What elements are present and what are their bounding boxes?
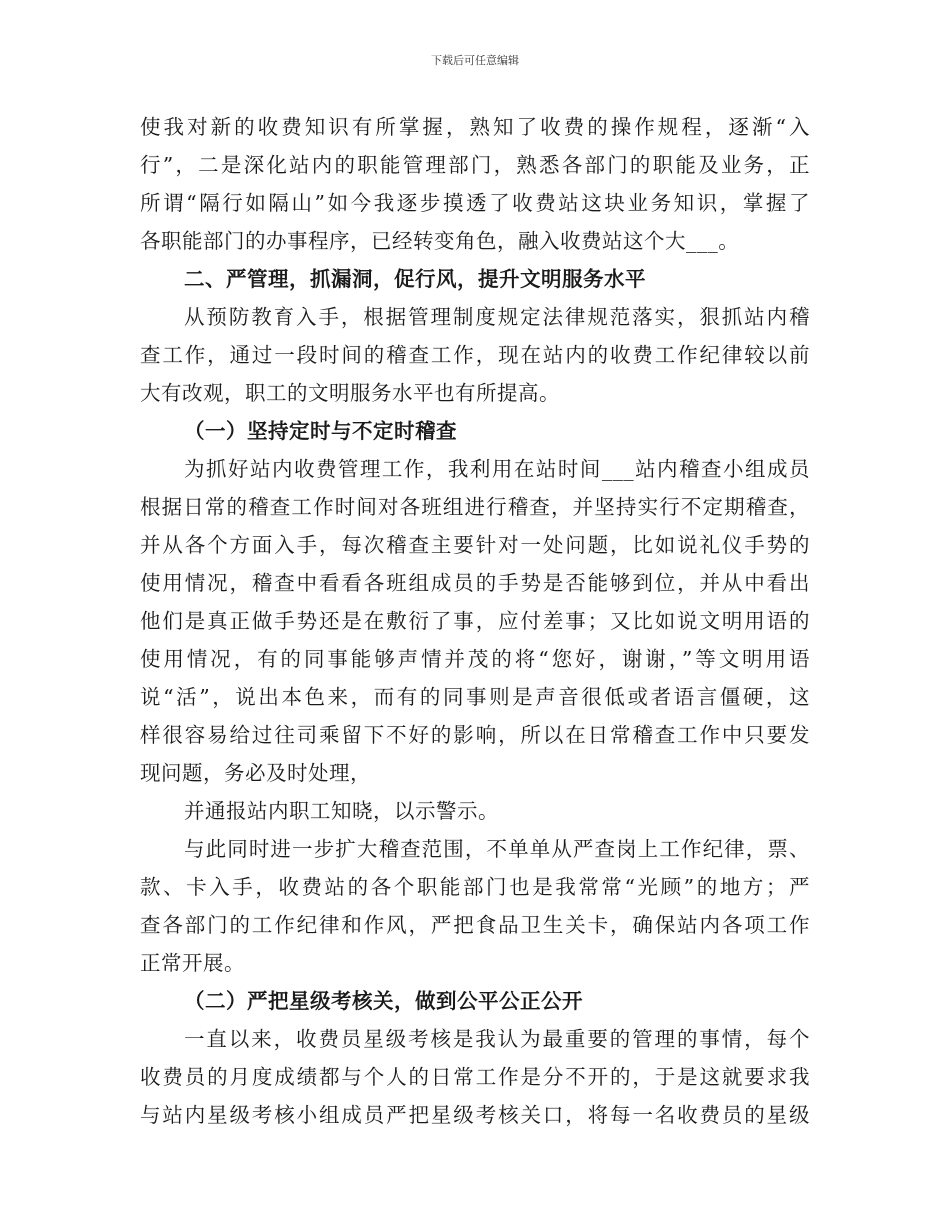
text-line: 样很容易给过往司乘留下不好的影响，所以在日常稽查工作中只要发 — [140, 723, 810, 747]
document-body — [140, 108, 810, 1134]
subsection-heading: （二）严把星级考核关，做到公平公正公开 — [184, 989, 583, 1013]
text-line: 他们是真正做手势还是在敷衍了事，应付差事；又比如说文明用语的 — [140, 609, 810, 633]
text-line: 为抓好站内收费管理工作，我利用在站时间___站内稽查小组成员 — [184, 457, 810, 481]
page-header: 下载后可任意编辑 — [431, 54, 519, 67]
text-line: 所谓“隔行如隔山”如今我逐步摸透了收费站这块业务知识，掌握了 — [140, 191, 810, 215]
text-line: 使我对新的收费知识有所掌握，熟知了收费的操作规程，逐渐“入 — [140, 115, 810, 139]
text-line: 查工作，通过一段时间的稽查工作，现在站内的收费工作纪律较以前 — [140, 343, 810, 367]
text-line: 正常开展。 — [140, 951, 245, 975]
text-line: 从预防教育入手，根据管理制度规定法律规范落实，狠抓站内稽 — [184, 305, 810, 329]
text-line: 根据日常的稽查工作时间对各班组进行稽查，并坚持实行不定期稽查， — [140, 495, 810, 519]
text-line: 与站内星级考核小组成员严把星级考核关口，将每一名收费员的星级 — [140, 1103, 810, 1127]
text-line: 款、卡入手，收费站的各个职能部门也是我常常“光顾”的地方；严 — [140, 875, 810, 899]
text-line: 收费员的月度成绩都与个人的日常工作是分不开的，于是这就要求我 — [140, 1065, 810, 1089]
text-line: 使用情况，稽查中看看各班组成员的手势是否能够到位，并从中看出 — [140, 571, 810, 595]
text-line: 一直以来，收费员星级考核是我认为最重要的管理的事情，每个 — [184, 1027, 810, 1051]
text-line: 查各部门的工作纪律和作风，严把食品卫生关卡，确保站内各项工作 — [140, 913, 810, 937]
section-heading: 二、严管理，抓漏洞，促行风，提升文明服务水平 — [184, 267, 646, 291]
text-line: 说“活”，说出本色来，而有的同事则是声音很低或者语言僵硬，这 — [140, 685, 810, 709]
text-line: 现问题，务必及时处理， — [140, 761, 371, 785]
text-line: 行”，二是深化站内的职能管理部门，熟悉各部门的职能及业务，正 — [140, 153, 810, 177]
text-line: 使用情况，有的同事能够声情并茂的将“您好，谢谢，”等文明用语 — [140, 647, 810, 671]
subsection-heading: （一）坚持定时与不定时稽查 — [184, 419, 457, 443]
text-line: 并从各个方面入手，每次稽查主要针对一处问题，比如说礼仪手势的 — [140, 533, 810, 557]
text-line: 各职能部门的办事程序，已经转变角色，融入收费站这个大___。 — [140, 229, 740, 253]
text-line: 并通报站内职工知晓，以示警示。 — [184, 799, 499, 823]
text-line: 与此同时进一步扩大稽查范围，不单单从严查岗上工作纪律，票、 — [184, 837, 810, 861]
text-line: 大有改观，职工的文明服务水平也有所提高。 — [140, 381, 560, 405]
